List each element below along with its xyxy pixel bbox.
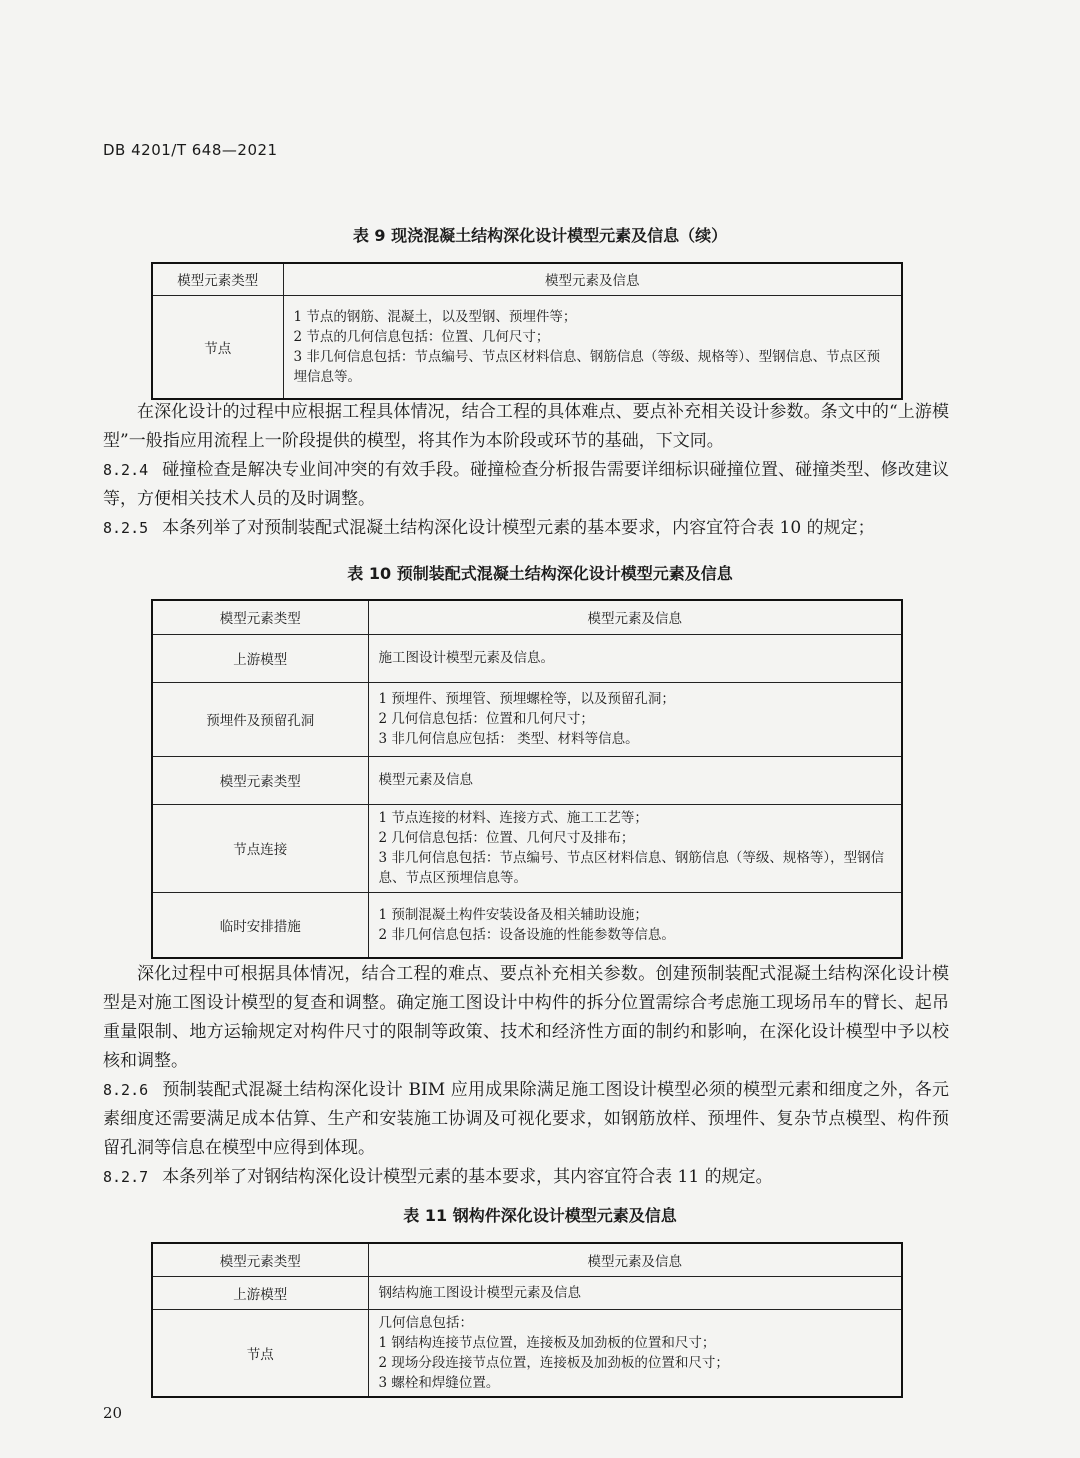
table10-header-type: 模型元素类型	[152, 600, 368, 634]
document-code: DB 4201/T 648—2021	[103, 141, 278, 159]
clause-8-2-4: 8.2.4 碰撞检查是解决专业间冲突的有效手段。碰撞检查分析报告需要详细标识碰撞位置、碰撞类型、修改建议等，方便相关技术人员的及时调整。	[103, 460, 949, 509]
table10-row-type: 临时安排措施	[152, 892, 368, 958]
table9-caption: 表 9 现浇混凝土结构深化设计模型元素及信息（续）	[352, 226, 728, 245]
table-row	[152, 682, 902, 756]
table-row	[152, 1276, 902, 1309]
table11-row-type: 上游模型	[152, 1276, 368, 1309]
table10-row-info: 施工图设计模型元素及信息。	[368, 634, 902, 682]
table11-row-info: 几何信息包括： 1 钢结构连接节点位置，连接板及加劲板的位置和尺寸； 2 现场分段连接节点位置，连接板及加劲板的位置和尺寸； 3 螺栓和焊缝位置。	[368, 1309, 902, 1397]
table10-row-type: 上游模型	[152, 634, 368, 682]
table9-row-info: 1 节点的钢筋、混凝土，以及型钢、预埋件等； 2 节点的几何信息包括：位置、几何尺寸； 3 非几何信息包括：节点编号、节点区材料信息、钢筋信息（等级、规格等）、型钢信息、节点区预埋信息等。	[283, 295, 902, 399]
table9-header-info: 模型元素及信息	[283, 263, 902, 295]
table-row	[152, 295, 902, 399]
table10-row-info: 1 预埋件、预埋管、预埋螺栓等，以及预留孔洞； 2 几何信息包括：位置和几何尺寸； 3 非几何信息应包括： 类型、材料等信息。	[368, 682, 902, 756]
table-row	[152, 804, 902, 892]
table10	[151, 599, 903, 959]
table10-row-info: 1 节点连接的材料、连接方式、施工工艺等； 2 几何信息包括：位置、几何尺寸及排布； 3 非几何信息包括：节点编号、节点区材料信息、钢筋信息（等级、规格等），型钢信息、节点区预埋信息等。	[368, 804, 902, 892]
table9-header-type: 模型元素类型	[152, 263, 283, 295]
table10-row-info: 模型元素及信息	[368, 756, 902, 804]
table10-row-info: 1 预制混凝土构件安装设备及相关辅助设施； 2 非几何信息包括：设备设施的性能参数等信息。	[368, 892, 902, 958]
table11	[151, 1242, 903, 1398]
table9	[151, 262, 903, 400]
table10-row-type: 预埋件及预留孔洞	[152, 682, 368, 756]
table-row	[152, 634, 902, 682]
paragraph: 在深化设计的过程中应根据工程具体情况，结合工程的具体难点、要点补充相关设计参数。条文中的“上游模型”一般指应用流程上一阶段提供的模型，将其作为本阶段或环节的基础，下文同。	[103, 402, 949, 451]
table9-row-type: 节点	[152, 295, 283, 399]
clause-8-2-6: 8.2.6 预制装配式混凝土结构深化设计 BIM 应用成果除满足施工图设计模型必须的模型元素和细度之外，各元素细度还需要满足成本估算、生产和安装施工协调及可视化要求，如钢筋放样、预埋件、复杂节点模型、构件预留孔洞等信息在模型中应得到体现。	[103, 1080, 949, 1158]
table10-row-type: 模型元素类型	[152, 756, 368, 804]
clause-8-2-5: 8.2.5 本条列举了对预制装配式混凝土结构深化设计模型元素的基本要求，内容宜符合表 10 的规定；	[103, 518, 875, 538]
table11-caption: 表 11 钢构件深化设计模型元素及信息	[403, 1206, 677, 1225]
table-row	[152, 1309, 902, 1397]
body-text-2	[103, 960, 949, 1192]
paragraph: 深化过程中可根据具体情况，结合工程的难点、要点补充相关参数。创建预制装配式混凝土结构深化设计模型是对施工图设计模型的复查和调整。确定施工图设计中构件的拆分位置需综合考虑施工现场吊车的臂长、起吊重量限制、地方运输规定对构件尺寸的限制等政策、技术和经济性方面的制约和影响，在深化设计模型中予以校核和调整。	[103, 964, 949, 1071]
body-text-1	[103, 398, 949, 543]
table-row	[152, 892, 902, 958]
table10-header-info: 模型元素及信息	[368, 600, 902, 634]
table10-caption: 表 10 预制装配式混凝土结构深化设计模型元素及信息	[347, 564, 733, 583]
table10-row-type: 节点连接	[152, 804, 368, 892]
table11-row-info: 钢结构施工图设计模型元素及信息	[368, 1276, 902, 1309]
clause-8-2-7: 8.2.7 本条列举了对钢结构深化设计模型元素的基本要求，其内容宜符合表 11 的规定。	[103, 1167, 773, 1187]
page-number: 20	[103, 1404, 123, 1422]
table11-header-type: 模型元素类型	[152, 1243, 368, 1276]
table-row	[152, 756, 902, 804]
table11-row-type: 节点	[152, 1309, 368, 1397]
table11-header-info: 模型元素及信息	[368, 1243, 902, 1276]
